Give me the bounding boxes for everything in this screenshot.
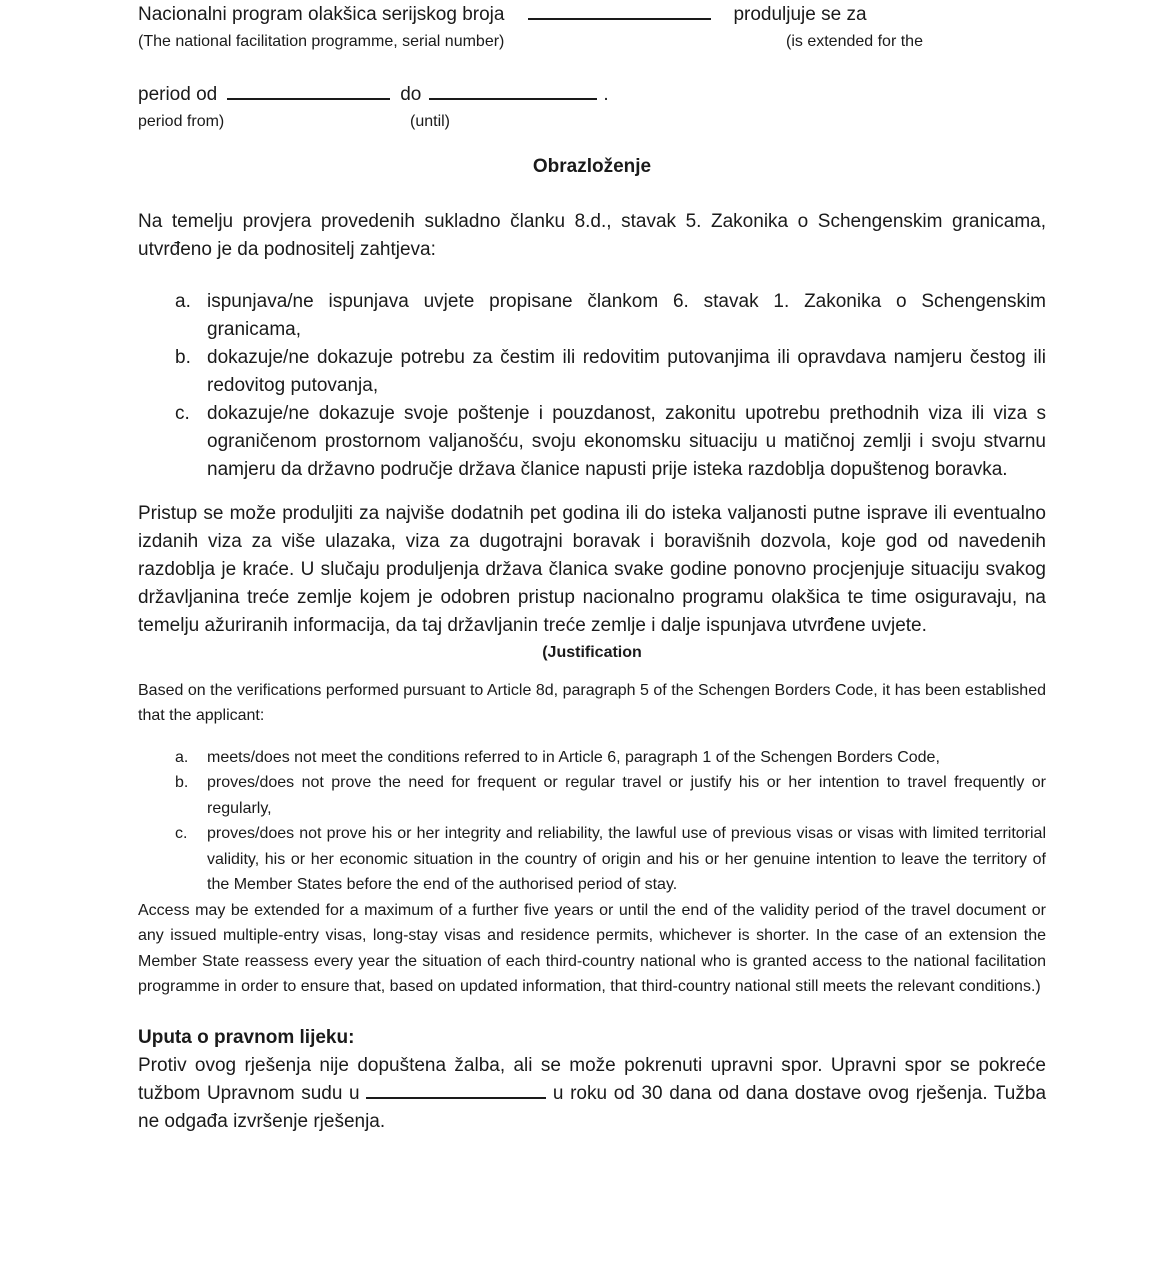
list-item — [175, 400, 1046, 484]
serial-number-blank — [528, 6, 711, 20]
period-until-label-en: (until) — [410, 113, 451, 130]
serial-line-text-hr: Nacionalni program olakšica serijskog broja — [138, 4, 505, 25]
period-line-period: . — [603, 84, 609, 105]
legal-remedy-text-before: Protiv ovog rješenja nije dopuštena žalba, ali se može pokrenuti upravni spor. Upravni spor se pokreće tužbom Upravnom sudu u — [138, 1054, 1046, 1104]
serial-line-suffix-hr: produljuje se za — [733, 4, 867, 25]
extension-paragraph-hr: Pristup se može produljiti za najviše dodatnih pet godina ili do isteka valjanosti putne isprave ili eventualno izdanih viza za više ulazaka, viza za dugotrajni boravak i boravišnih dozvola, koje god od navedenih razdoblja je kraće. U slučaju produljenja država članica svake godine ponovno procjenjuje situaciju svakog državljanina treće zemlje kojem je odobren pristup nacionalno programu olakšica te time osiguravaju, na temelju ažuriranih informacija, da taj državljanin treće zemlje i dalje ispunjava utvrđene uvjete. — [138, 503, 1046, 636]
list-item-marker: a. — [175, 291, 191, 312]
serial-line-suffix-en: (is extended for the — [786, 33, 923, 50]
list-item-marker: a. — [175, 748, 189, 766]
period-until-blank — [429, 86, 597, 100]
period-from-blank — [227, 86, 390, 100]
list-item-text: ispunjava/ne ispunjava uvjete propisane člankom 6. stavak 1. Zakonika o Schengenskim granicama, — [207, 291, 1046, 340]
list-item — [175, 745, 1046, 771]
justification-heading-en: (Justification — [542, 644, 642, 661]
justification-intro-en: Based on the verifications performed pursuant to Article 8d, paragraph 5 of the Schengen Borders Code, it has been established that the applicant: — [138, 681, 1046, 724]
conditions-list-en — [175, 745, 1046, 898]
list-item-text: meets/does not meet the conditions referred to in Article 6, paragraph 1 of the Schengen Borders Code, — [207, 748, 940, 766]
period-translation-line — [138, 109, 1046, 135]
list-item — [175, 288, 1046, 344]
list-item-marker: c. — [175, 825, 188, 842]
list-item-text: dokazuje/ne dokazuje svoje poštenje i pouzdanost, zakonitu upotrebu prethodnih viza ili viza s ograničenom prostornom valjanošću, svoju ekonomsku situaciju u matičnoj zemlji i svoju stvarnu namjeru da državno područje država članice napusti prije isteka razdoblja dopuštenog boravka. — [207, 403, 1046, 480]
list-item-text: proves/does not prove his or her integrity and reliability, the lawful use of previous visas or visas with limited territorial validity, his or her economic situation in the country of origin and his or her genuine intention to leave the territory of the Member States before the end of the authorised period of stay. — [207, 825, 1046, 893]
serial-number-translation-line — [138, 29, 1046, 55]
list-item — [175, 821, 1046, 898]
list-item-marker: b. — [175, 347, 191, 368]
legal-remedy-heading: Uputa o pravnom lijeku: — [138, 1026, 355, 1048]
list-item-marker: b. — [175, 774, 189, 791]
list-item-text: proves/does not prove the need for frequent or regular travel or justify his or her intention to travel frequently or regularly, — [207, 774, 1046, 817]
list-item — [175, 344, 1046, 400]
period-line — [138, 81, 1046, 109]
legal-remedy-text-after: u roku od 30 dana od dana dostave ovog rješenja. Tužba ne odgađa izvršenje rješenja. — [138, 1082, 1047, 1132]
period-from-label-en: period from) — [138, 113, 225, 130]
period-until-label-hr: do — [400, 84, 422, 105]
period-from-label-hr: period od — [138, 84, 218, 105]
document-page — [138, 1, 1046, 1136]
legal-remedy-paragraph — [138, 1052, 1046, 1136]
serial-number-line — [138, 1, 1046, 29]
extension-paragraph-en: Access may be extended for a maximum of a further five years or until the end of the validity period of the travel document or any issued multiple-entry visas, long-stay visas and residence permits, whichever is shorter. In the case of an extension the Member State reassess every year the situation of each third-country national who is granted access to the national facilitation programme in order to ensure that, based on updated information, that third-country national still meets the relevant conditions.) — [138, 901, 1046, 995]
court-city-blank — [366, 1085, 546, 1099]
conditions-list-hr — [175, 288, 1046, 484]
list-item-text: dokazuje/ne dokazuje potrebu za čestim ili redovitim putovanjima ili opravdava namjeru čestog ili redovitog putovanja, — [207, 347, 1046, 396]
list-item — [175, 770, 1046, 821]
justification-intro-hr: Na temelju provjera provedenih sukladno članku 8.d., stavak 5. Zakonika o Schengenskim granicama, utvrđeno je da podnositelj zahtjeva: — [138, 211, 1046, 260]
list-item-marker: c. — [175, 403, 190, 424]
serial-line-text-en: (The national facilitation programme, serial number) — [138, 33, 505, 50]
justification-heading-hr: Obrazloženje — [532, 156, 652, 177]
